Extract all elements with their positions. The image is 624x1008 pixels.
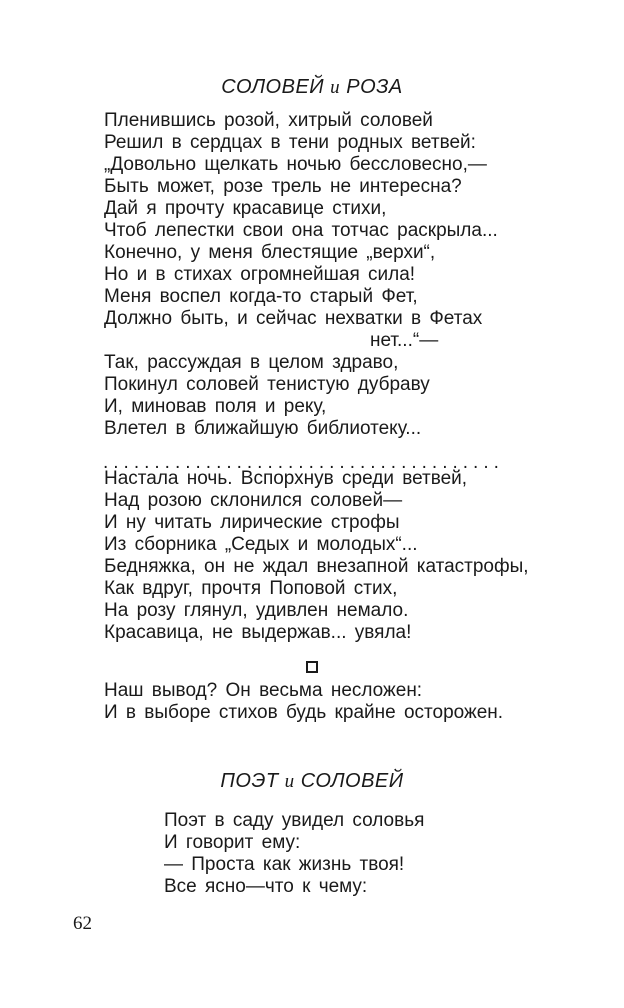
verse-line: Поэт в саду увидел соловья (164, 810, 425, 831)
title-word: ПОЭТ (220, 770, 279, 792)
moral-line: Наш вывод? Он весьма несложен: (104, 680, 423, 701)
verse-line: Так, рассуждая в целом здраво, (104, 352, 399, 373)
verse-line: Меня воспел когда-то старый Фет, (104, 286, 418, 307)
title-conjunction: и (330, 77, 341, 98)
verse-line: Пленившись розой, хитрый соловей (104, 110, 433, 131)
page-number: 62 (73, 913, 92, 934)
poem-title-nightingale-and-rose (0, 76, 624, 99)
verse-line: Чтоб лепестки свои она тотчас раскрыла... (104, 220, 498, 241)
verse-line: Над розою склонился соловей— (104, 490, 403, 511)
verse-line: Покинул соловей тенистую дубраву (104, 374, 430, 395)
verse-line: Быть может, розе трель не интересна? (104, 176, 462, 197)
verse-line: Все ясно—что к чему: (164, 876, 368, 897)
verse-line: Дай я прочту красавице стихи, (104, 198, 387, 219)
title-conjunction: и (284, 771, 295, 792)
section-divider-icon (306, 661, 318, 673)
verse-line: Бедняжка, он не ждал внезапной катастрофы, (104, 556, 529, 577)
verse-line: Решил в сердцах в тени родных ветвей: (104, 132, 476, 153)
verse-line: Конечно, у меня блестящие „верхи“, (104, 242, 436, 263)
verse-line: „Довольно щелкать ночью бессловесно,— (104, 154, 487, 175)
verse-line: Как вдруг, прочтя Поповой стих, (104, 578, 398, 599)
dotted-separator: ....................................... (103, 452, 504, 473)
verse-line: Красавица, не выдержав... увяла! (104, 622, 412, 643)
verse-line: И говорит ему: (164, 832, 301, 853)
verse-line: Настала ночь. Вспорхнув среди ветвей, (104, 468, 468, 489)
poem-title-poet-and-nightingale (0, 770, 624, 793)
title-word: СОЛОВЕЙ (300, 770, 404, 792)
verse-line: И ну читать лирические строфы (104, 512, 400, 533)
verse-line: Но и в стихах огромнейшая сила! (104, 264, 416, 285)
verse-line-continuation: нет...“— (370, 330, 439, 351)
verse-line: Должно быть, и сейчас нехватки в Фетах (104, 308, 483, 329)
verse-line: На розу глянул, удивлен немало. (104, 600, 409, 621)
title-word: СОЛОВЕЙ (221, 76, 325, 98)
moral-line: И в выборе стихов будь крайне осторожен. (104, 702, 504, 723)
verse-line: Из сборника „Седых и молодых“... (104, 534, 418, 555)
verse-line: И, миновав поля и реку, (104, 396, 327, 417)
verse-line: — Проста как жизнь твоя! (164, 854, 405, 875)
verse-line: Влетел в ближайшую библиотеку... (104, 418, 422, 439)
title-word: РОЗА (346, 76, 403, 98)
